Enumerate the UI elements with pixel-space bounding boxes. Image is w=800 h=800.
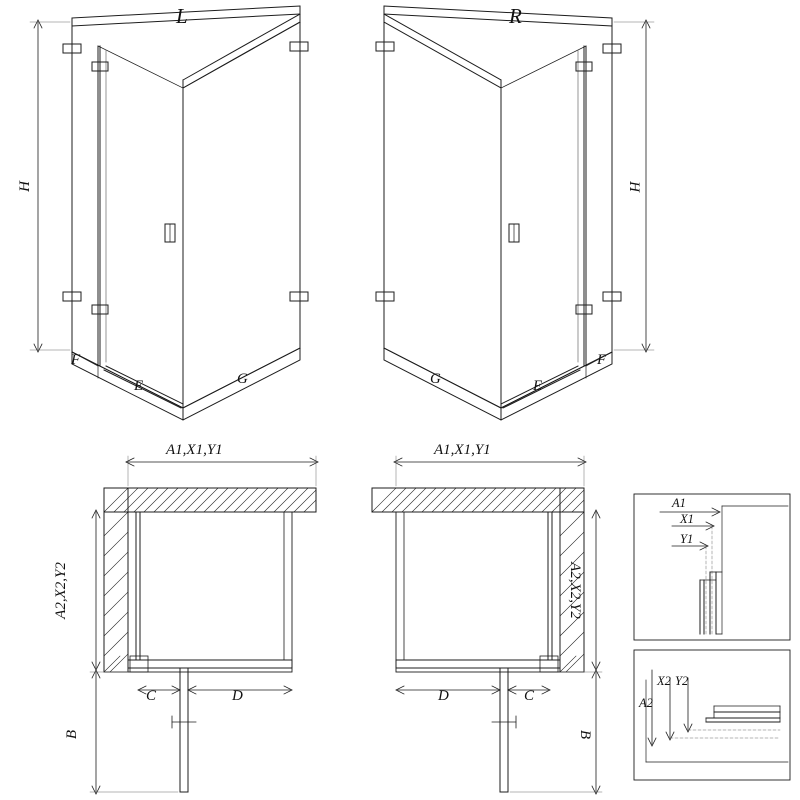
plan-right-top-dimension: A1,X1,Y1 bbox=[434, 442, 491, 458]
plan-right-dim-b: B bbox=[577, 729, 594, 740]
view-title-right: R bbox=[509, 4, 522, 28]
plan-left-top-dimension: A1,X1,Y1 bbox=[166, 442, 223, 458]
plan-right-side-dimension: A2,X2,Y2 bbox=[566, 562, 583, 619]
height-label-left: H bbox=[16, 181, 33, 192]
iso-right-label-g: G bbox=[430, 371, 441, 387]
iso-left-label-f: F bbox=[71, 352, 81, 368]
detail-bottom-dim-a2: A2 bbox=[639, 696, 653, 710]
view-title-left: L bbox=[176, 4, 188, 28]
detail-top-dim-x1: X1 bbox=[680, 512, 694, 526]
detail-bottom-dim-x2: X2 bbox=[657, 674, 671, 688]
iso-right-label-e: E bbox=[533, 378, 543, 394]
plan-right-dim-d: D bbox=[438, 688, 449, 704]
detail-top-dim-y1: Y1 bbox=[680, 532, 694, 546]
plan-left-dim-c: C bbox=[146, 688, 157, 704]
plan-left-side-dimension: A2,X2,Y2 bbox=[52, 562, 69, 619]
plan-left-dim-d: D bbox=[232, 688, 243, 704]
plan-right-dim-c: C bbox=[524, 688, 535, 704]
height-label-right: H bbox=[625, 181, 642, 192]
plan-left-dim-b: B bbox=[64, 729, 81, 740]
iso-left-label-g: G bbox=[237, 371, 248, 387]
detail-bottom-dim-y2: Y2 bbox=[675, 674, 689, 688]
iso-right-label-f: F bbox=[597, 352, 607, 368]
detail-top-dim-a1: A1 bbox=[672, 496, 686, 510]
iso-left-label-e: E bbox=[134, 378, 144, 394]
